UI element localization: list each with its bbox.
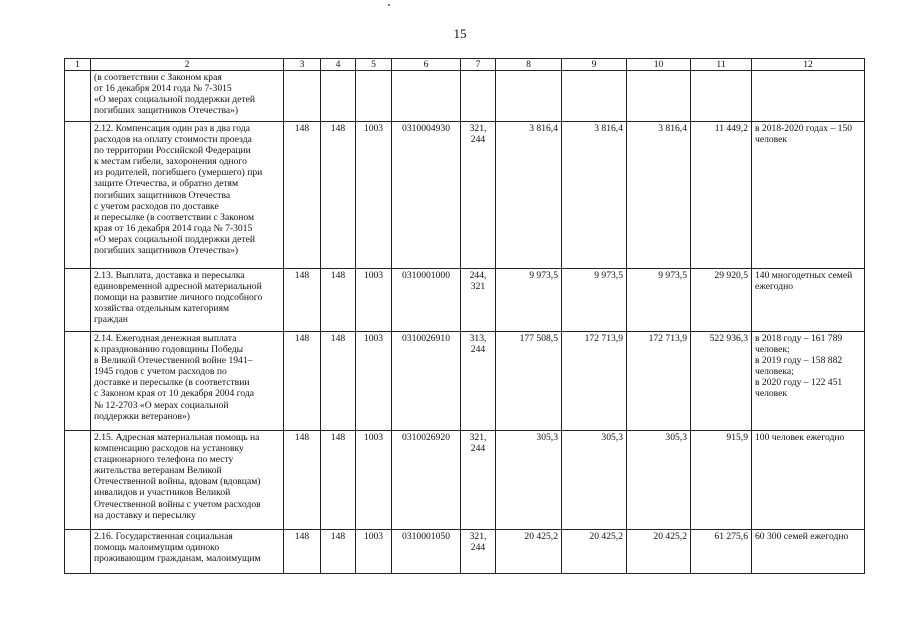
- section-code-cell: [356, 71, 392, 122]
- row-number-cell: [65, 530, 91, 574]
- column-header-3: 3: [284, 59, 321, 71]
- amount-total-cell: [691, 71, 752, 122]
- amount-2020-cell: 3 816,4: [627, 122, 691, 269]
- amount-2019-cell: 3 816,4: [562, 122, 627, 269]
- item-name-cell-line: поддержки ветеранов»): [94, 410, 190, 422]
- table-body: [65, 71, 865, 574]
- amount-2020-cell: [627, 71, 691, 122]
- item-name-cell-line: 2.14. Ежегодная денежная выплата: [94, 333, 237, 344]
- expected-result-cell-line: в 2018 году – 161 789: [755, 333, 843, 344]
- item-name-cell-line: с учетом расходов по доставке: [94, 200, 219, 212]
- rzpr-code-cell: 148: [321, 332, 356, 431]
- item-name-cell-line: 2.13. Выплата, доставка и пересылка: [94, 270, 245, 281]
- rzpr-code-cell: 148: [321, 122, 356, 269]
- item-name-cell-line: (в соответствии с Законом края: [94, 72, 222, 83]
- grbs-code-cell: 148: [284, 269, 321, 332]
- item-name-cell-line: компенсацию расходов на установку: [94, 443, 244, 455]
- amount-2019-cell: [562, 71, 627, 122]
- amount-2020-cell: 20 425,2: [627, 530, 691, 574]
- grbs-code-cell: 148: [284, 332, 321, 431]
- item-name-cell-line: защите Отечества, и обратно детям: [94, 178, 239, 190]
- vr-code-cell: 321, 244: [461, 431, 496, 530]
- vr-code-cell: 244, 321: [461, 269, 496, 332]
- item-name-cell-line: проживающим гражданам, малоимущим: [94, 553, 261, 565]
- expected-result-cell: [752, 269, 865, 332]
- item-name-cell-line: «О мерах социальной поддержки детей: [94, 94, 256, 106]
- item-name-cell-line: расходов на оплату стоимости проезда: [94, 134, 252, 146]
- amount-2020-cell: 172 713,9: [627, 332, 691, 431]
- column-header-11: 11: [691, 59, 752, 71]
- vr-code-cell: 313, 244: [461, 332, 496, 431]
- column-header-7: 7: [461, 59, 496, 71]
- expected-result-cell-line: 60 300 семей ежегодно: [755, 531, 849, 542]
- amount-2020-cell: 305,3: [627, 431, 691, 530]
- vr-code-cell: [461, 71, 496, 122]
- item-name-cell: [91, 332, 284, 431]
- amount-2018-cell: 305,3: [496, 431, 562, 530]
- amount-2018-cell: 20 425,2: [496, 530, 562, 574]
- program-table: [64, 58, 865, 574]
- expected-result-cell-line: в 2018-2020 годах – 150: [755, 123, 853, 134]
- page-number: 15: [453, 26, 467, 41]
- expected-result-cell: [752, 431, 865, 530]
- item-name-cell-line: к местам гибели, захоронения одного: [94, 156, 247, 168]
- item-name-cell-line: жительства ветеранам Великой: [94, 465, 222, 477]
- item-name-cell: [91, 431, 284, 530]
- amount-2019-cell: 305,3: [562, 431, 627, 530]
- amount-2019-cell: 172 713,9: [562, 332, 627, 431]
- item-name-cell-line: погибших защитников Отечества: [94, 189, 231, 201]
- csr-code-cell: [392, 71, 461, 122]
- item-name-cell-line: «О мерах социальной поддержки детей: [94, 233, 256, 245]
- item-name-cell-line: хозяйства отдельным категориям: [94, 303, 230, 315]
- amount-2020-cell: 9 973,5: [627, 269, 691, 332]
- vr-code-cell: 321, 244: [461, 530, 496, 574]
- item-name-cell-line: от 16 декабря 2014 года № 7-3015: [94, 83, 232, 95]
- table-row: [65, 332, 865, 431]
- csr-code-cell: 0310026910: [392, 332, 461, 431]
- item-name-cell-line: 2.12. Компенсация один раз в два года: [94, 123, 250, 134]
- expected-result-cell: [752, 530, 865, 574]
- amount-2018-cell: 177 508,5: [496, 332, 562, 431]
- table-row: [65, 431, 865, 530]
- item-name-cell-line: на доставку и пересылку: [94, 509, 196, 521]
- amount-2019-cell: 20 425,2: [562, 530, 627, 574]
- expected-result-cell-line: человек;: [755, 344, 790, 356]
- item-name-cell-line: погибших защитников Отечества»): [94, 105, 239, 117]
- item-name-cell-line: инвалидов и участников Великой: [94, 487, 231, 499]
- expected-result-cell: [752, 122, 865, 269]
- column-header-10: 10: [627, 59, 691, 71]
- column-header-9: 9: [562, 59, 627, 71]
- column-header-1: 1: [65, 59, 91, 71]
- column-header-6: 6: [392, 59, 461, 71]
- table-row: [65, 122, 865, 269]
- item-name-cell: [91, 122, 284, 269]
- csr-code-cell: 0310026920: [392, 431, 461, 530]
- item-name-cell-line: единовременной адресной материальной: [94, 281, 262, 293]
- item-name-cell-line: и пересылке (в соответствии с Законом: [94, 211, 255, 223]
- expected-result-cell-line: человек: [755, 134, 788, 146]
- table-row: [65, 71, 865, 122]
- row-number-cell: [65, 431, 91, 530]
- item-name-cell: [91, 71, 284, 122]
- expected-result-cell: [752, 332, 865, 431]
- item-name-cell-line: из родителей, погибшего (умершего) при: [94, 167, 263, 179]
- vr-code-cell: 321, 244: [461, 122, 496, 269]
- section-code-cell: 1003: [356, 269, 392, 332]
- rzpr-code-cell: 148: [321, 530, 356, 574]
- section-code-cell: 1003: [356, 431, 392, 530]
- expected-result-cell-line: в 2020 году – 122 451: [755, 377, 843, 389]
- item-name-cell-line: с Законом края от 10 декабря 2004 года: [94, 388, 255, 400]
- amount-total-cell: 29 920,5: [691, 269, 752, 332]
- header-row: [65, 59, 865, 71]
- scan-speck: [388, 4, 390, 6]
- item-name-cell-line: погибших защитников Отечества»): [94, 245, 239, 257]
- grbs-code-cell: 148: [284, 431, 321, 530]
- amount-2018-cell: [496, 71, 562, 122]
- item-name-cell: [91, 530, 284, 574]
- grbs-code-cell: [284, 71, 321, 122]
- column-header-4: 4: [321, 59, 356, 71]
- row-number-cell: [65, 332, 91, 431]
- amount-2018-cell: 3 816,4: [496, 122, 562, 269]
- csr-code-cell: 0310001000: [392, 269, 461, 332]
- item-name-cell-line: помощь малоимущим одиноко: [94, 542, 220, 554]
- item-name-cell-line: Отечественной войны, вдовам (вдовцам): [94, 476, 261, 488]
- expected-result-cell: [752, 71, 865, 122]
- table-row: [65, 530, 865, 574]
- table-row: [65, 269, 865, 332]
- item-name-cell-line: № 12-2703 «О мерах социальной: [94, 399, 229, 411]
- rzpr-code-cell: [321, 71, 356, 122]
- column-header-12: 12: [752, 59, 865, 71]
- expected-result-cell-line: 100 человек ежегодно: [755, 432, 845, 443]
- rzpr-code-cell: 148: [321, 269, 356, 332]
- amount-2018-cell: 9 973,5: [496, 269, 562, 332]
- grbs-code-cell: 148: [284, 530, 321, 574]
- csr-code-cell: 0310001050: [392, 530, 461, 574]
- section-code-cell: 1003: [356, 332, 392, 431]
- expected-result-cell-line: в 2019 году – 158 882: [755, 355, 843, 367]
- section-code-cell: 1003: [356, 530, 392, 574]
- expected-result-cell-line: человека;: [755, 366, 794, 378]
- item-name-cell-line: Отечественной войны с учетом расходов: [94, 498, 261, 510]
- item-name-cell-line: к празднованию годовщины Победы: [94, 344, 244, 356]
- csr-code-cell: 0310004930: [392, 122, 461, 269]
- expected-result-cell-line: человек: [755, 388, 788, 400]
- item-name-cell-line: 2.15. Адресная материальная помощь на: [94, 432, 260, 443]
- item-name-cell-line: в Великой Отечественной войне 1941–: [94, 355, 253, 367]
- section-code-cell: 1003: [356, 122, 392, 269]
- row-number-cell: [65, 269, 91, 332]
- amount-total-cell: 61 275,6: [691, 530, 752, 574]
- amount-2019-cell: 9 973,5: [562, 269, 627, 332]
- column-header-2: 2: [91, 59, 284, 71]
- amount-total-cell: 11 449,2: [691, 122, 752, 269]
- column-header-8: 8: [496, 59, 562, 71]
- grbs-code-cell: 148: [284, 122, 321, 269]
- row-number-cell: [65, 122, 91, 269]
- column-header-5: 5: [356, 59, 392, 71]
- item-name-cell-line: помощи на развитие личного подсобного: [94, 292, 263, 304]
- item-name-cell: [91, 269, 284, 332]
- item-name-cell-line: граждан: [94, 314, 128, 326]
- item-name-cell-line: края от 16 декабря 2014 года № 7-3015: [94, 222, 253, 234]
- item-name-cell-line: стационарного телефона по месту: [94, 454, 234, 466]
- rzpr-code-cell: 148: [321, 431, 356, 530]
- amount-total-cell: 522 936,3: [691, 332, 752, 431]
- item-name-cell-line: по территории Российской Федерации: [94, 145, 251, 157]
- item-name-cell-line: 2.16. Государственная социальная: [94, 531, 233, 542]
- row-number-cell: [65, 71, 91, 122]
- item-name-cell-line: доставке и пересылке (в соответствии: [94, 377, 250, 389]
- expected-result-cell-line: 140 многодетных семей: [755, 270, 853, 281]
- item-name-cell-line: 1945 годов с учетом расходов по: [94, 366, 227, 378]
- amount-total-cell: 915,9: [691, 431, 752, 530]
- expected-result-cell-line: ежегодно: [755, 281, 794, 293]
